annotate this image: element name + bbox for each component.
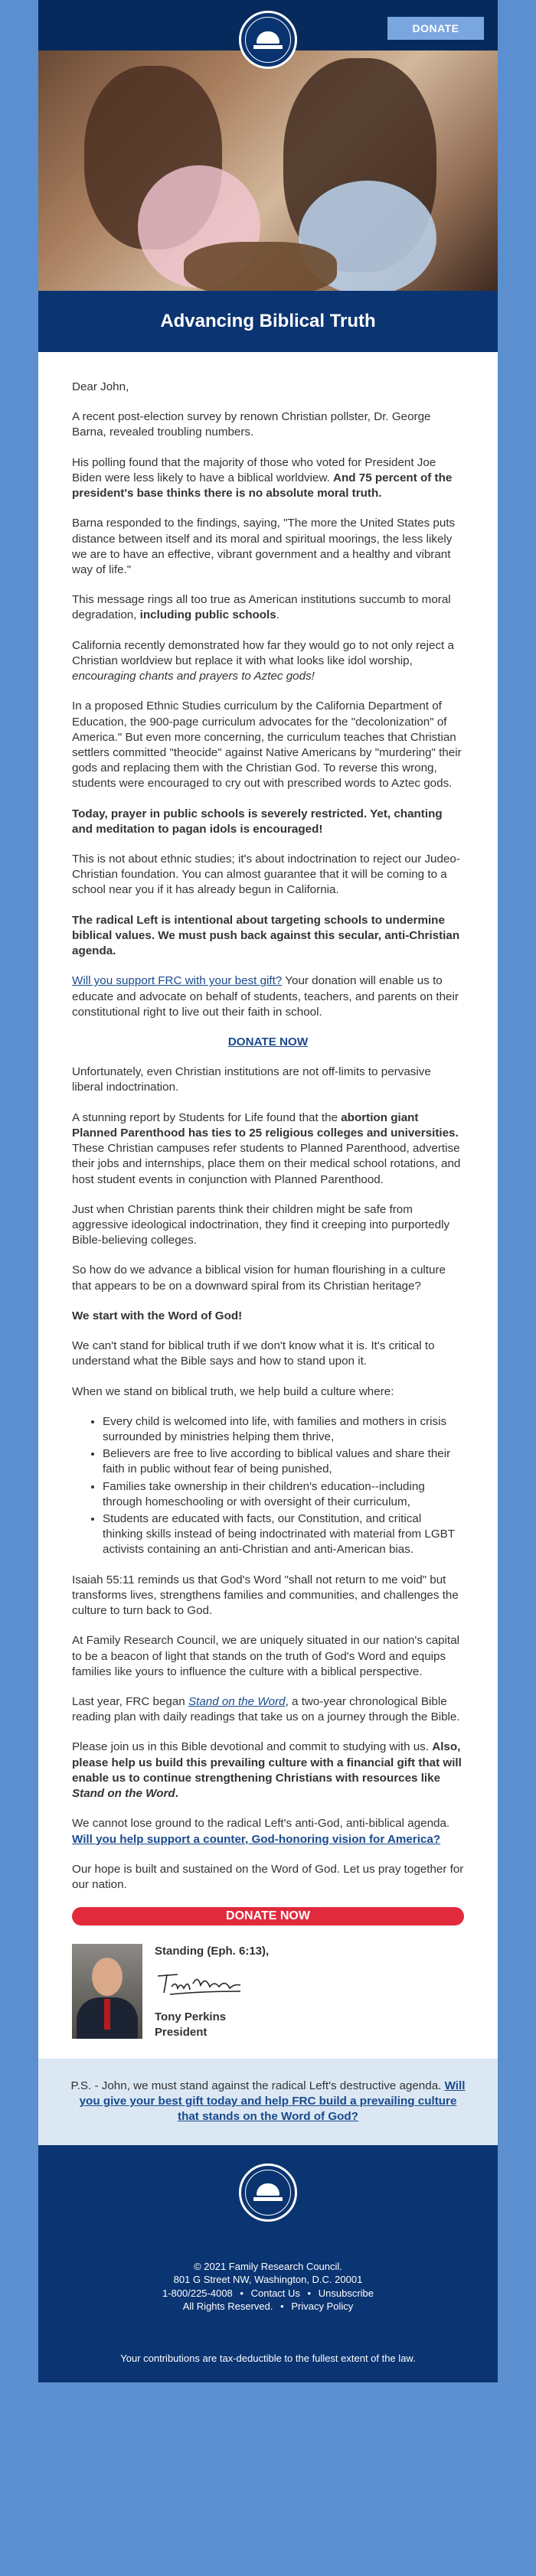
tony-perkins-photo: [72, 1944, 142, 2039]
contact-us-link[interactable]: Contact Us: [250, 2287, 300, 2299]
greeting: Dear John,: [72, 380, 129, 393]
culture-list: [103, 1414, 464, 1558]
hero-image-family-praying[interactable]: [38, 51, 498, 291]
paragraph: A recent post-election survey by renown Christian pollster, Dr. George Barna, revealed troubling numbers.: [72, 410, 431, 439]
paragraph: Isaiah 55:11 reminds us that God's Word "shall not return to me void" but transforms lives, strengthens families and communities, and challenges the culture to turn back to God.: [72, 1573, 459, 1618]
page-title: Advancing Biblical Truth: [38, 291, 498, 352]
donate-now-link[interactable]: DONATE NOW: [227, 1035, 309, 1048]
stand-on-the-word-link[interactable]: Stand on the Word: [188, 1695, 286, 1708]
signature-block: [72, 1944, 464, 2040]
ps-give-link[interactable]: Will you give your best gift today and help FRC build a prevailing culture that stands on the Word of God?: [79, 2079, 466, 2124]
list-item: • Families take ownership in their children's education--including through homeschooling or with oversight of their curriculum,: [103, 1479, 464, 1510]
handwritten-signature: [155, 1968, 247, 1999]
closing-line: Standing (Eph. 6:13),: [155, 1945, 270, 1958]
postscript: P.S. - John, we must stand against the radical Left's destructive agenda. Will you give your best gift today and help FRC build a prevailing culture that stands on the Word of God?: [38, 2059, 498, 2145]
paragraph: We cannot lose ground to the radical Left's anti-God, anti-biblical agenda. Will you help support a counter, God-honoring vision for America?: [72, 1817, 450, 1846]
paragraph: Our hope is built and sustained on the Word of God. Let us pray together for our nation.: [72, 1862, 464, 1891]
paragraph: So how do we advance a biblical vision for human flourishing in a culture that appears to be on a downward spiral from its Christian heritage?: [72, 1264, 446, 1293]
paragraph: Today, prayer in public schools is severely restricted. Yet, chanting and meditation to pagan idols is encouraged!: [72, 807, 443, 836]
paragraph: This is not about ethnic studies; it's about indoctrination to reject our Judeo-Christian foundation. You can almost guarantee that it will be coming to a school near you if it has already begun in California.: [72, 853, 460, 897]
copyright: © 2021 Family Research Council.: [194, 2260, 342, 2272]
signer-role: President: [155, 2026, 208, 2039]
footer: [38, 2145, 498, 2382]
tax-deductible-note: Your contributions are tax-deductible to the fullest extent of the law.: [120, 2352, 416, 2364]
support-vision-link[interactable]: Will you help support a counter, God-honoring vision for America?: [72, 1832, 441, 1846]
paragraph: Barna responded to the findings, saying, "The more the United States puts distance between itself and its moral and spiritual moorings, the less likely we are to have an effective, vibrant government and a healthy and vibrant way of life.": [72, 517, 456, 576]
capitol-dome-seal-icon: [239, 2164, 297, 2222]
letter-body: [38, 352, 498, 2059]
list-item: • Believers are free to live according to biblical values and share their faith in public without fear of being punished,: [103, 1446, 464, 1477]
list-item: • Students are educated with facts, our Constitution, and critical thinking skills instead of being indoctrinated with material from LGBT activists containing an anti-Christian and anti-American bias.: [103, 1511, 464, 1558]
donate-now-button[interactable]: DONATE NOW: [72, 1907, 464, 1925]
support-frc-link[interactable]: Will you support FRC with your best gift?: [72, 974, 283, 988]
donate-button[interactable]: DONATE: [387, 17, 484, 40]
footer-info: © 2021 Family Research Council. 801 G Street NW, Washington, D.C. 20001 1-800/225-4008 • Contact Us • Unsubscribe All Rights Reserved. • Privacy Policy: [38, 2260, 498, 2314]
unsubscribe-link[interactable]: Unsubscribe: [318, 2287, 374, 2299]
paragraph: California recently demonstrated how far they would go to not only reject a Christian worldview but replace it with what looks like idol worship, encouraging chants and prayers to Aztec gods!: [72, 638, 454, 683]
rights: All Rights Reserved.: [182, 2300, 273, 2313]
phone: 1-800/225-4008: [162, 2287, 233, 2299]
paragraph: Will you support FRC with your best gift? Your donation will enable us to educate and advocate on behalf of students, teachers, and parents on their constitutional right to live out their faith in school.: [72, 974, 459, 1019]
paragraph: Just when Christian parents think their children might be safe from aggressive ideological indoctrination, they find it creeping into purportedly Bible-believing colleges.: [72, 1202, 450, 1247]
address: 801 G Street NW, Washington, D.C. 20001: [173, 2274, 363, 2286]
signer-name: Tony Perkins: [155, 2010, 227, 2024]
privacy-policy-link[interactable]: Privacy Policy: [291, 2300, 354, 2313]
paragraph: Please join us in this Bible devotional and commit to studying with us. Also, please help us build this prevailing culture with a financial gift that will enable us to continue strengthening Christians with resources like Stand on the Word.: [72, 1740, 462, 1801]
paragraph: When we stand on biblical truth, we help build a culture where:: [72, 1384, 394, 1398]
email-container: [38, 0, 498, 2382]
list-item: • Every child is welcomed into life, with families and mothers in crisis surrounded by ministries helping them thrive,: [103, 1414, 464, 1445]
paragraph: The radical Left is intentional about targeting schools to undermine biblical values. We must push back against this secular, anti-Christian agenda.: [72, 913, 460, 958]
paragraph: His polling found that the majority of those who voted for President Joe Biden were less likely to have a biblical worldview. And 75 percent of the president's base thinks there is no absolute moral truth.: [72, 455, 453, 501]
paragraph: At Family Research Council, we are uniquely situated in our nation's capital to be a beacon of light that stands on the truth of God's Word and equips families like yours to influence the culture with a biblical perspective.: [72, 1634, 460, 1678]
paragraph: We can't stand for biblical truth if we don't know what it is. It's critical to understand what the Bible says and how to stand upon it.: [72, 1339, 435, 1368]
paragraph: A stunning report by Students for Life found that the abortion giant Planned Parenthood has ties to 25 religious colleges and universities. These Christian campuses refer students to Planned Parenthood, advertise their jobs and internships, place them on their medical school rotations, and host student events in conjunction with Planned Parenthood.: [72, 1110, 461, 1186]
paragraph: Unfortunately, even Christian institutions are not off-limits to pervasive liberal indoctrination.: [72, 1065, 431, 1094]
paragraph: Last year, FRC began Stand on the Word, a two-year chronological Bible reading plan with daily readings that take us on a journey through the Bible.: [72, 1695, 460, 1724]
paragraph: This message rings all too true as American institutions succumb to moral degradation, including public schools.: [72, 593, 451, 622]
header-bar: [38, 0, 498, 51]
paragraph: We start with the Word of God!: [72, 1309, 243, 1322]
capitol-dome-seal-icon[interactable]: [239, 11, 297, 69]
paragraph: In a proposed Ethnic Studies curriculum by the California Department of Education, the 900-page curriculum advocates for the "decolonization" of America." But even more concerning, the curriculum teaches that Christian settlers committed "theocide" against Native Americans by "murdering" their gods and replacing them with the Christian God. To reverse this wrong, students were encouraged to cry out with prescribed words to Aztec gods.: [72, 699, 462, 791]
